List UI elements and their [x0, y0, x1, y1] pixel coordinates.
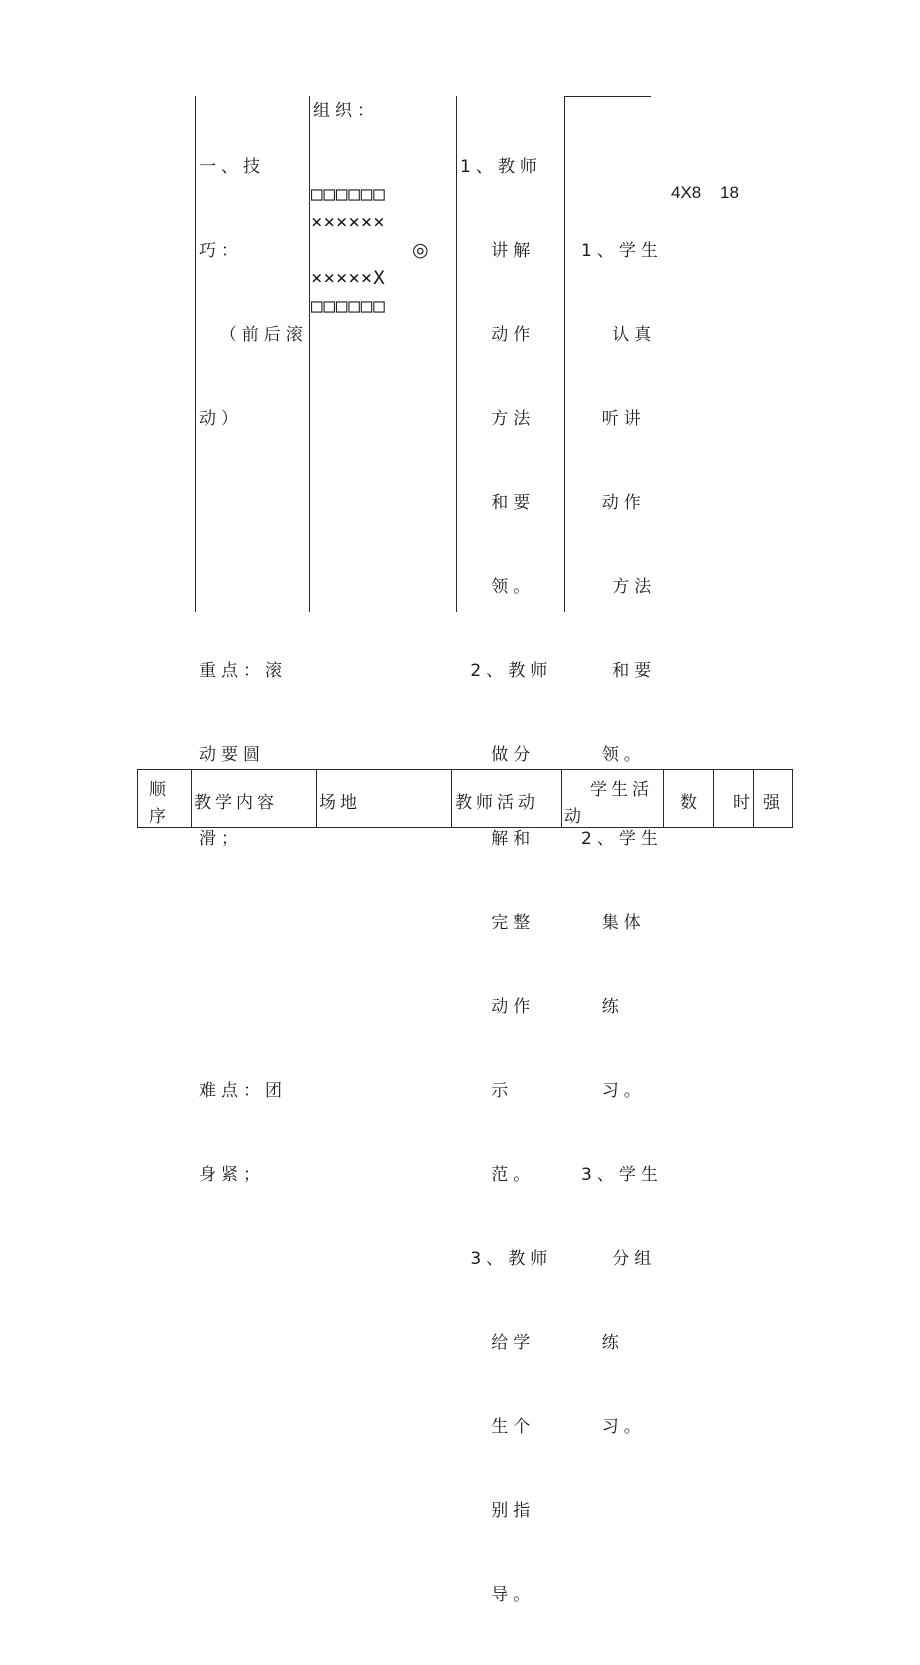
student-line: 听讲	[581, 409, 646, 429]
teacher-activity-cell	[460, 97, 552, 1665]
content-line: 重点：滚	[199, 661, 287, 681]
student-line: 认真	[581, 325, 657, 345]
header-field: 场地	[319, 793, 361, 813]
header-student-bottom: 动	[564, 807, 585, 827]
header-content: 教学内容	[194, 793, 278, 813]
content-line: 一、技	[199, 157, 265, 177]
student-line: 方法	[581, 577, 657, 597]
teacher-line: 和要	[460, 493, 536, 513]
teacher-line: 生个	[460, 1417, 536, 1437]
table2-border-0	[137, 769, 138, 828]
table2-border-8	[792, 769, 793, 828]
table2-border-2	[316, 769, 317, 828]
formation-row-squares: □□□□□□	[311, 183, 386, 205]
table2-border-3	[451, 769, 452, 828]
teacher-line: 导。	[460, 1585, 536, 1605]
student-line: 3、学生	[581, 1165, 663, 1185]
content-line	[199, 489, 308, 517]
teacher-line: 领。	[460, 577, 536, 597]
minutes-value: 18	[720, 183, 739, 202]
content-line: 巧：	[199, 241, 243, 261]
table2-border-5	[663, 769, 664, 828]
formation-row-crosses: ××××××	[311, 211, 386, 233]
content-line: 动要圆	[199, 745, 265, 765]
header-intensity: 强	[763, 793, 784, 813]
teacher-line: 动作	[460, 325, 536, 345]
teacher-line: 完整	[460, 913, 536, 933]
teacher-line: 1、教师	[460, 157, 542, 177]
student-line: 动作	[581, 493, 646, 513]
header-time: 时	[733, 793, 754, 813]
content-line	[199, 993, 308, 1021]
student-line: 习。	[581, 1081, 646, 1101]
content-cell	[199, 97, 308, 1245]
header-student-top: 学生活	[590, 780, 653, 800]
teacher-line: 给学	[460, 1333, 536, 1353]
table2-border-4	[561, 769, 562, 828]
student-line: 习。	[581, 1417, 646, 1437]
student-line: 2、学生	[581, 829, 663, 849]
reps-value: 4X8	[671, 183, 702, 202]
student-line	[581, 153, 663, 181]
teacher-line: 3、教师	[460, 1249, 553, 1269]
student-line: 领。	[581, 745, 646, 765]
formation-row-squares-2: □□□□□□	[311, 295, 386, 317]
table2-border-1	[191, 769, 192, 828]
student-line: 集体	[581, 913, 646, 933]
teacher-line: 示	[460, 1081, 514, 1101]
content-line: （前后滚	[199, 325, 308, 345]
table2-bottom-border	[137, 827, 793, 828]
teacher-line: 讲解	[460, 241, 536, 261]
student-line: 练	[581, 997, 624, 1017]
teacher-line: 范。	[460, 1165, 536, 1185]
field-label: 组织：	[313, 101, 379, 121]
teacher-line: 做分	[460, 745, 536, 765]
teacher-line: 2、教师	[460, 661, 553, 681]
teacher-line: 动作	[460, 997, 536, 1017]
header-order-top: 顺	[149, 780, 170, 800]
teacher-line: 解和	[460, 829, 536, 849]
content-line: 滑；	[199, 829, 243, 849]
table1-border-left	[195, 96, 196, 612]
teacher-line: 别指	[460, 1501, 536, 1521]
content-line: 身紧；	[199, 1165, 265, 1185]
table1-border-col3	[456, 96, 457, 612]
student-line: 练	[581, 1333, 624, 1353]
teacher-position-marker: ◎	[412, 239, 429, 261]
teacher-line: 方法	[460, 409, 536, 429]
table1-border-col4	[564, 96, 565, 612]
student-line: 1、学生	[581, 241, 663, 261]
content-line	[199, 909, 308, 937]
header-count: 数	[680, 793, 701, 813]
table2-border-6	[713, 769, 714, 828]
student-line: 和要	[581, 661, 657, 681]
header-teacher: 教师活动	[455, 793, 539, 813]
table2-top-border	[137, 769, 793, 770]
content-line	[199, 573, 308, 601]
content-line: 难点：团	[199, 1081, 287, 1101]
table1-border-col2	[309, 96, 310, 612]
student-line: 分组	[581, 1249, 657, 1269]
header-order-bottom: 序	[149, 807, 170, 827]
content-line: 动）	[199, 409, 243, 429]
formation-row-crosses-2: ×××××X	[311, 267, 386, 289]
